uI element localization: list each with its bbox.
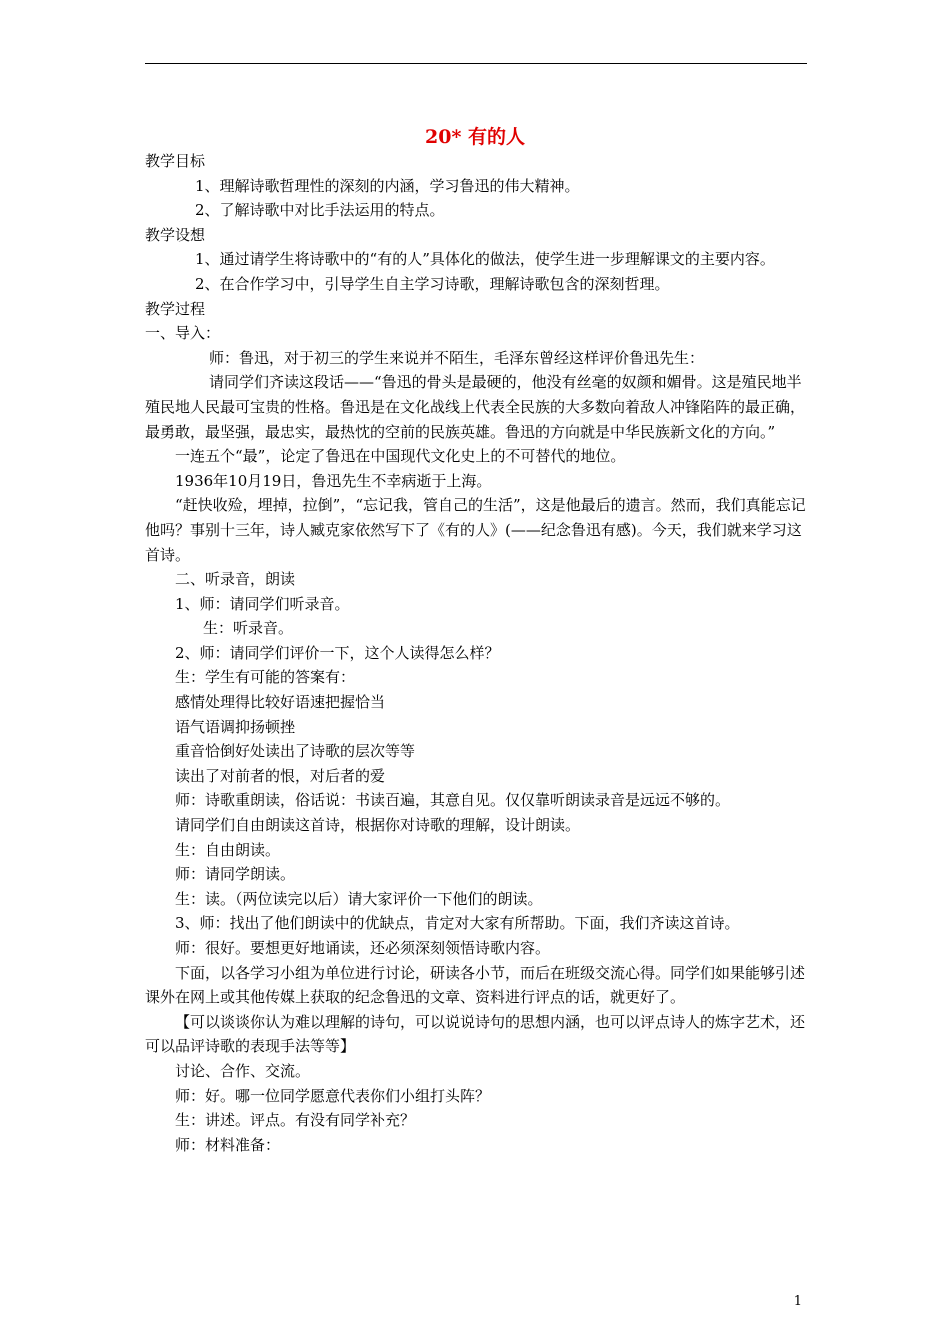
body-paragraph: 请同学们自由朗读这首诗，根据你对诗歌的理解，设计朗读。 <box>175 816 581 835</box>
body-paragraph: 下面，以各学习小组为单位进行讨论，研读各小节，而后在班级交流心得。同学们如果能够引述课外在网上或其他传媒上获取的纪念鲁迅的文章、资料进行评点的话，就更好了。 <box>145 963 806 1007</box>
body-paragraph: 生：读。（两位读完以后）请大家评价一下他们的朗读。 <box>175 889 543 908</box>
document-title: 20* 有的人 <box>425 126 525 148</box>
body-paragraph: 感情处理得比较好语速把握恰当 <box>175 693 386 712</box>
body-paragraph: 教学设想 <box>145 225 206 244</box>
body-paragraph: 1936年10月19日，鲁迅先生不幸病逝于上海。 <box>175 471 492 490</box>
body-paragraph: 师：好。哪一位同学愿意代表你们小组打头阵？ <box>175 1086 491 1105</box>
body-paragraph: 讨论、合作、交流。 <box>175 1061 311 1080</box>
body-paragraph: 2、师：请同学们评价一下，这个人读得怎么样？ <box>175 643 500 662</box>
body-paragraph: 读出了对前者的恨，对后者的爱 <box>175 766 386 785</box>
page-number: 1 <box>793 1294 802 1309</box>
body-paragraph: 生：学生有可能的答案有： <box>175 668 356 687</box>
body-paragraph: 师：诗歌重朗读，俗话说：书读百遍，其意自见。仅仅靠听朗读录音是远远不够的。 <box>175 791 731 810</box>
body-paragraph: 2、在合作学习中，引导学生自主学习诗歌，理解诗歌包含的深刻哲理。 <box>195 274 670 293</box>
body-paragraph: 二、听录音，朗读 <box>175 570 296 589</box>
body-paragraph: 一连五个“最”，论定了鲁迅在中国现代文化史上的不可替代的地位。 <box>175 447 626 466</box>
body-paragraph: 重音恰倒好处读出了诗歌的层次等等 <box>175 742 416 761</box>
body-paragraph: 教学过程 <box>145 299 206 318</box>
body-paragraph: 师：鲁迅，对于初三的学生来说并不陌生，毛泽东曾经这样评价鲁迅先生： <box>209 348 705 367</box>
body-paragraph: 1、通过请学生将诗歌中的“有的人”具体化的做法，使学生进一步理解课文的主要内容。 <box>195 250 775 269</box>
body-paragraph: 师：请同学朗读。 <box>175 865 296 884</box>
body-paragraph: 教学目标 <box>145 152 206 170</box>
body-paragraph: 【可以谈谈你认为难以理解的诗句，可以说说诗句的思想内涵，也可以评点诗人的炼字艺术，还可以品评诗歌的表现手法等等】 <box>145 1012 806 1056</box>
body-paragraph: 师：很好。要想更好地诵读，还必须深刻领悟诗歌内容。 <box>175 939 551 957</box>
body-paragraph: 师：材料准备： <box>175 1135 281 1154</box>
body-paragraph: 生：自由朗读。 <box>175 840 281 859</box>
body-paragraph: “赶快收殓，埋掉，拉倒”，“忘记我，管自己的生活”，这是他最后的遗言。然而，我们真能忘记他吗？事别十三年，诗人臧克家依然写下了《有的人》(——纪念鲁迅有感)。今天，我们就来学习这首诗。 <box>145 496 806 564</box>
body-paragraph: 语气语调抑扬顿挫 <box>175 717 296 736</box>
body-paragraph: 1、师：请同学们听录音。 <box>175 594 350 613</box>
body-paragraph: 1、理解诗歌哲理性的深刻的内涵，学习鲁迅的伟大精神。 <box>195 176 580 195</box>
body-paragraph: 请同学们齐读这段话——“鲁迅的骨头是最硬的，他没有丝毫的奴颜和媚骨。这是殖民地半殖民地人民最可宝贵的性格。鲁迅是在文化战线上代表全民族的大多数向着敌人冲锋陷阵的最正确，最勇敢，最坚强，最忠实，最热忱的空前的民族英雄。鲁迅的方向就是中华民族新文化的方向。” <box>145 373 806 441</box>
body-paragraph: 一、导入： <box>145 324 221 343</box>
header-rule <box>145 63 807 64</box>
body-paragraph: 生：讲述。评点。有没有同学补充？ <box>175 1111 416 1130</box>
body-paragraph: 2、了解诗歌中对比手法运用的特点。 <box>195 201 445 220</box>
body-paragraph: 生：听录音。 <box>203 619 294 638</box>
body-paragraph: 3、师：找出了他们朗读中的优缺点，肯定对大家有所帮助。下面，我们齐读这首诗。 <box>175 914 740 933</box>
document-body <box>145 149 807 1157</box>
